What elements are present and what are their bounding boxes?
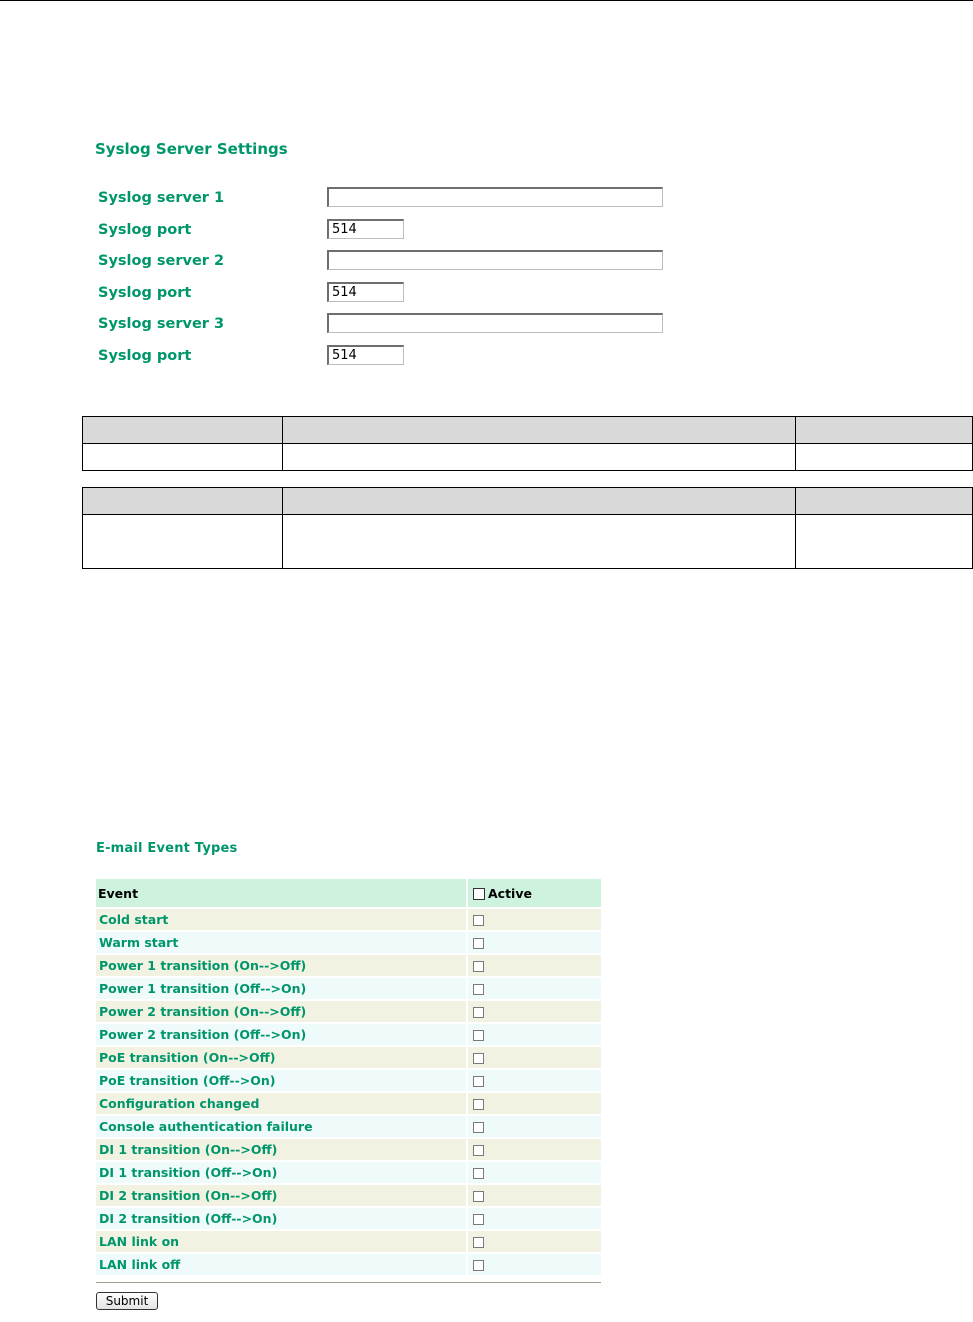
event-row bbox=[96, 1231, 601, 1252]
event-active-checkbox[interactable] bbox=[473, 1237, 484, 1248]
event-label: Power 1 transition (On-->Off) bbox=[96, 955, 468, 976]
event-label: Warm start bbox=[96, 932, 468, 953]
event-label: DI 1 transition (Off-->On) bbox=[96, 1162, 468, 1183]
syslog-port-2-label: Syslog port bbox=[98, 285, 192, 301]
event-active-checkbox[interactable] bbox=[473, 1214, 484, 1225]
event-active-checkbox[interactable] bbox=[473, 1145, 484, 1156]
event-row bbox=[96, 1070, 601, 1091]
events-table-bottom-rule bbox=[96, 1282, 601, 1283]
event-active-cell bbox=[468, 1139, 601, 1160]
event-active-checkbox[interactable] bbox=[473, 961, 484, 972]
submit-button[interactable]: Submit bbox=[96, 1292, 158, 1310]
syslog-port-1-input[interactable] bbox=[327, 219, 404, 239]
event-label: Configuration changed bbox=[96, 1093, 468, 1114]
event-active-checkbox[interactable] bbox=[473, 1053, 484, 1064]
blank-table-1-cell bbox=[283, 444, 796, 471]
event-active-cell bbox=[468, 1024, 601, 1045]
email-events-title: E-mail Event Types bbox=[96, 841, 238, 856]
event-label: Console authentication failure bbox=[96, 1116, 468, 1137]
syslog-server-2-input[interactable] bbox=[327, 250, 663, 270]
event-row bbox=[96, 1024, 601, 1045]
blank-table-2-header-cell bbox=[796, 488, 973, 515]
event-active-checkbox[interactable] bbox=[473, 1076, 484, 1087]
blank-table-1-header-cell bbox=[283, 417, 796, 444]
event-active-cell bbox=[468, 1208, 601, 1229]
active-column-header bbox=[468, 879, 601, 907]
event-active-checkbox[interactable] bbox=[473, 1191, 484, 1202]
event-row bbox=[96, 978, 601, 999]
blank-table-1-cell bbox=[83, 444, 283, 471]
event-row bbox=[96, 1116, 601, 1137]
syslog-port-2-input[interactable] bbox=[327, 282, 404, 302]
select-all-checkbox[interactable] bbox=[473, 888, 485, 900]
event-label: Power 2 transition (Off-->On) bbox=[96, 1024, 468, 1045]
event-row bbox=[96, 955, 601, 976]
event-active-checkbox[interactable] bbox=[473, 1168, 484, 1179]
blank-table-1-cell bbox=[796, 444, 973, 471]
syslog-server-1-input[interactable] bbox=[327, 187, 663, 207]
event-active-cell bbox=[468, 932, 601, 953]
syslog-port-3-label: Syslog port bbox=[98, 348, 192, 364]
event-label: Power 1 transition (Off-->On) bbox=[96, 978, 468, 999]
event-row bbox=[96, 1254, 601, 1275]
event-active-cell bbox=[468, 978, 601, 999]
event-active-checkbox[interactable] bbox=[473, 1007, 484, 1018]
event-active-checkbox[interactable] bbox=[473, 1030, 484, 1041]
event-active-cell bbox=[468, 1185, 601, 1206]
blank-table-1-header-cell bbox=[83, 417, 283, 444]
event-row bbox=[96, 932, 601, 953]
syslog-server-3-input[interactable] bbox=[327, 313, 663, 333]
syslog-server-2-label: Syslog server 2 bbox=[98, 253, 225, 269]
event-active-checkbox[interactable] bbox=[473, 1260, 484, 1271]
event-active-cell bbox=[468, 1231, 601, 1252]
blank-table-2-cell bbox=[83, 515, 283, 569]
event-active-cell bbox=[468, 1070, 601, 1091]
event-active-checkbox[interactable] bbox=[473, 915, 484, 926]
event-label: DI 2 transition (Off-->On) bbox=[96, 1208, 468, 1229]
event-label: LAN link off bbox=[96, 1254, 468, 1275]
syslog-server-1-label: Syslog server 1 bbox=[98, 190, 225, 206]
event-label: PoE transition (On-->Off) bbox=[96, 1047, 468, 1068]
top-rule bbox=[0, 0, 973, 1]
event-label: DI 1 transition (On-->Off) bbox=[96, 1139, 468, 1160]
event-active-cell bbox=[468, 1001, 601, 1022]
syslog-server-3-label: Syslog server 3 bbox=[98, 316, 225, 332]
event-active-cell bbox=[468, 1254, 601, 1275]
active-header-label: Active bbox=[488, 885, 532, 901]
blank-table-2-cell bbox=[283, 515, 796, 569]
event-row bbox=[96, 909, 601, 930]
event-row bbox=[96, 1047, 601, 1068]
event-active-cell bbox=[468, 1047, 601, 1068]
blank-table-2-header-cell bbox=[283, 488, 796, 515]
event-row bbox=[96, 1093, 601, 1114]
syslog-port-1-label: Syslog port bbox=[98, 222, 192, 238]
event-active-cell bbox=[468, 909, 601, 930]
event-column-header: Event bbox=[96, 879, 468, 907]
blank-table-2-header-cell bbox=[83, 488, 283, 515]
blank-table-2 bbox=[82, 487, 973, 569]
email-events-table bbox=[96, 877, 601, 1277]
blank-table-2-cell bbox=[796, 515, 973, 569]
event-active-checkbox[interactable] bbox=[473, 938, 484, 949]
event-row bbox=[96, 1001, 601, 1022]
event-row bbox=[96, 1162, 601, 1183]
event-active-checkbox[interactable] bbox=[473, 1099, 484, 1110]
event-row bbox=[96, 1185, 601, 1206]
blank-table-1 bbox=[82, 416, 973, 471]
blank-table-1-header-cell bbox=[796, 417, 973, 444]
event-active-cell bbox=[468, 1162, 601, 1183]
event-label: DI 2 transition (On-->Off) bbox=[96, 1185, 468, 1206]
event-active-checkbox[interactable] bbox=[473, 984, 484, 995]
event-label: Cold start bbox=[96, 909, 468, 930]
event-active-cell bbox=[468, 1093, 601, 1114]
event-row bbox=[96, 1139, 601, 1160]
event-row bbox=[96, 1208, 601, 1229]
event-active-cell bbox=[468, 955, 601, 976]
event-active-checkbox[interactable] bbox=[473, 1122, 484, 1133]
event-active-cell bbox=[468, 1116, 601, 1137]
syslog-section-title: Syslog Server Settings bbox=[95, 140, 288, 158]
event-label: PoE transition (Off-->On) bbox=[96, 1070, 468, 1091]
event-label: LAN link on bbox=[96, 1231, 468, 1252]
event-label: Power 2 transition (On-->Off) bbox=[96, 1001, 468, 1022]
syslog-port-3-input[interactable] bbox=[327, 345, 404, 365]
events-header-row bbox=[96, 879, 601, 907]
